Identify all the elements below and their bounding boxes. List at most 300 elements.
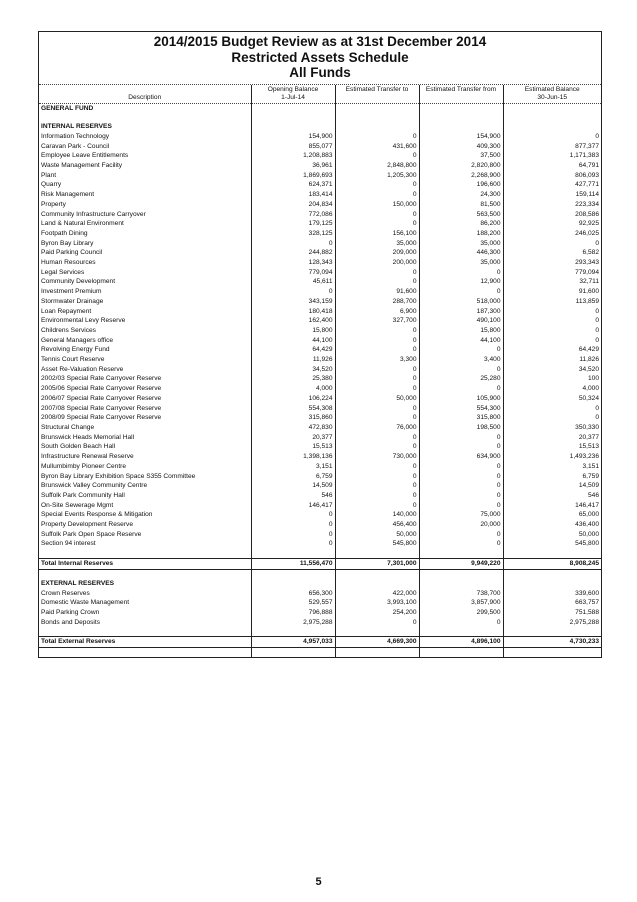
opening-balance-cell: 855,077 bbox=[251, 142, 335, 152]
transfer-to-cell: 0 bbox=[335, 365, 419, 375]
description-cell: Environmental Levy Reserve bbox=[41, 317, 126, 325]
opening-balance-cell: 0 bbox=[251, 287, 335, 297]
transfer-to-cell: 7,301,000 bbox=[335, 559, 419, 570]
description-cell: Bonds and Deposits bbox=[41, 618, 101, 626]
estimated-balance-cell: 751,588 bbox=[503, 608, 601, 618]
transfer-from-cell: 0 bbox=[419, 530, 503, 540]
opening-balance-cell: 45,611 bbox=[251, 277, 335, 287]
transfer-from-cell: 0 bbox=[419, 539, 503, 549]
estimated-balance-cell: 159,114 bbox=[503, 190, 601, 200]
transfer-to-cell: 456,400 bbox=[335, 520, 419, 530]
transfer-from-cell: 2,820,800 bbox=[419, 161, 503, 171]
title-line-1: 2014/2015 Budget Review as at 31st December 2014 bbox=[153, 34, 487, 49]
transfer-to-cell: 422,000 bbox=[335, 589, 419, 599]
transfer-to-cell: 0 bbox=[335, 481, 419, 491]
table-row bbox=[39, 307, 601, 317]
description-cell: Investment Premium bbox=[41, 288, 102, 296]
opening-balance-cell: 44,100 bbox=[251, 336, 335, 346]
estimated-balance-cell: 32,711 bbox=[503, 277, 601, 287]
transfer-from-cell: 20,000 bbox=[419, 520, 503, 530]
description-cell: 2006/07 Special Rate Carryover Reserve bbox=[41, 394, 162, 402]
table-row bbox=[39, 539, 601, 549]
transfer-from-cell: 15,800 bbox=[419, 326, 503, 336]
transfer-to-cell: 0 bbox=[335, 462, 419, 472]
total-external-row bbox=[39, 637, 601, 648]
transfer-to-cell: 200,000 bbox=[335, 258, 419, 268]
table-row bbox=[39, 297, 601, 307]
estimated-balance-cell: 0 bbox=[503, 413, 601, 423]
description-cell: Waste Management Facility bbox=[41, 162, 123, 170]
transfer-from-cell: 0 bbox=[419, 345, 503, 355]
transfer-to-cell: 0 bbox=[335, 442, 419, 452]
table-row bbox=[39, 598, 601, 608]
transfer-from-cell: 315,800 bbox=[419, 413, 503, 423]
transfer-from-cell: 86,200 bbox=[419, 219, 503, 229]
estimated-balance-cell: 663,757 bbox=[503, 598, 601, 608]
opening-balance-cell: 796,888 bbox=[251, 608, 335, 618]
transfer-from-cell: 738,700 bbox=[419, 589, 503, 599]
opening-balance-cell: 656,300 bbox=[251, 589, 335, 599]
description-cell: Section 94 interest bbox=[41, 540, 96, 548]
transfer-from-cell: 0 bbox=[419, 433, 503, 443]
description-cell: Asset Re-Valuation Reserve bbox=[41, 365, 124, 373]
description-cell: Suffolk Park Community Hall bbox=[41, 491, 125, 499]
estimated-balance-cell: 14,509 bbox=[503, 481, 601, 491]
opening-balance-cell: 0 bbox=[251, 520, 335, 530]
transfer-from-cell: 2,268,900 bbox=[419, 171, 503, 181]
opening-balance-cell: 14,509 bbox=[251, 481, 335, 491]
transfer-from-cell: 554,300 bbox=[419, 404, 503, 414]
transfer-from-cell: 0 bbox=[419, 268, 503, 278]
transfer-from-cell: 188,200 bbox=[419, 229, 503, 239]
transfer-to-cell: 0 bbox=[335, 180, 419, 190]
estimated-balance-cell: 0 bbox=[503, 132, 601, 142]
description-cell: Property bbox=[41, 200, 66, 208]
spacer-row bbox=[39, 549, 601, 559]
transfer-to-cell: 0 bbox=[335, 336, 419, 346]
description-cell: Byron Bay Library bbox=[41, 239, 94, 247]
table-row bbox=[39, 171, 601, 181]
opening-balance-cell: 154,900 bbox=[251, 132, 335, 142]
estimated-balance-cell: 4,000 bbox=[503, 384, 601, 394]
col-header-transfer-to: Estimated Transfer to bbox=[335, 85, 419, 104]
table-row bbox=[39, 374, 601, 384]
opening-balance-cell: 1,869,693 bbox=[251, 171, 335, 181]
table-row bbox=[39, 210, 601, 220]
estimated-balance-cell: 34,520 bbox=[503, 365, 601, 375]
table-row bbox=[39, 423, 601, 433]
estimated-balance-cell: 1,171,383 bbox=[503, 151, 601, 161]
description-cell: Mullumbimby Pioneer Centre bbox=[41, 462, 127, 470]
estimated-balance-cell: 877,377 bbox=[503, 142, 601, 152]
transfer-from-cell: 0 bbox=[419, 365, 503, 375]
transfer-to-cell: 1,205,300 bbox=[335, 171, 419, 181]
estimated-balance-cell: 427,771 bbox=[503, 180, 601, 190]
transfer-to-cell: 327,700 bbox=[335, 316, 419, 326]
transfer-to-cell: 0 bbox=[335, 413, 419, 423]
description-cell: General Managers office bbox=[41, 336, 114, 344]
estimated-balance-cell: 0 bbox=[503, 307, 601, 317]
description-cell: Paid Parking Council bbox=[41, 249, 103, 257]
transfer-to-cell: 0 bbox=[335, 210, 419, 220]
transfer-to-cell: 0 bbox=[335, 491, 419, 501]
opening-balance-cell: 328,125 bbox=[251, 229, 335, 239]
table-row bbox=[39, 190, 601, 200]
opening-balance-cell: 3,151 bbox=[251, 462, 335, 472]
transfer-to-cell: 730,000 bbox=[335, 452, 419, 462]
description-cell: Human Resources bbox=[41, 259, 96, 267]
description-cell: On-Site Sewerage Mgmt bbox=[41, 501, 114, 509]
reserves-table bbox=[39, 85, 601, 658]
opening-balance-cell: 179,125 bbox=[251, 219, 335, 229]
estimated-balance-cell: 350,330 bbox=[503, 423, 601, 433]
table-row bbox=[39, 608, 601, 618]
opening-balance-cell: 204,834 bbox=[251, 200, 335, 210]
col-header-estimated: Estimated Balance 30-Jun-15 bbox=[503, 85, 601, 104]
transfer-from-cell: 198,500 bbox=[419, 423, 503, 433]
opening-balance-cell: 180,418 bbox=[251, 307, 335, 317]
transfer-from-cell: 490,100 bbox=[419, 316, 503, 326]
table-row bbox=[39, 530, 601, 540]
transfer-to-cell: 50,000 bbox=[335, 394, 419, 404]
opening-balance-cell: 64,429 bbox=[251, 345, 335, 355]
title-line-3: All Funds bbox=[289, 65, 351, 80]
estimated-balance-cell: 6,759 bbox=[503, 472, 601, 482]
table-row bbox=[39, 239, 601, 249]
estimated-balance-cell: 20,377 bbox=[503, 433, 601, 443]
transfer-from-cell: 0 bbox=[419, 462, 503, 472]
opening-balance-cell: 146,417 bbox=[251, 501, 335, 511]
table-row bbox=[39, 394, 601, 404]
table-row bbox=[39, 520, 601, 530]
table-row bbox=[39, 151, 601, 161]
description-cell: 2008/09 Special Rate Carryover Reserve bbox=[41, 414, 162, 422]
transfer-to-cell: 0 bbox=[335, 472, 419, 482]
transfer-from-cell: 105,900 bbox=[419, 394, 503, 404]
opening-balance-cell: 11,556,470 bbox=[251, 559, 335, 570]
estimated-balance-cell: 65,000 bbox=[503, 510, 601, 520]
table-row bbox=[39, 501, 601, 511]
opening-balance-cell: 36,961 bbox=[251, 161, 335, 171]
table-row bbox=[39, 472, 601, 482]
transfer-from-cell: 44,100 bbox=[419, 336, 503, 346]
description-cell: South Golden Beach Hall bbox=[41, 443, 116, 451]
transfer-to-cell: 0 bbox=[335, 277, 419, 287]
description-cell: Community Development bbox=[41, 278, 116, 286]
total-internal-row bbox=[39, 559, 601, 570]
estimated-balance-cell: 2,975,288 bbox=[503, 618, 601, 628]
table-row bbox=[39, 618, 601, 628]
estimated-balance-cell: 91,600 bbox=[503, 287, 601, 297]
table-row bbox=[39, 481, 601, 491]
transfer-from-cell: 81,500 bbox=[419, 200, 503, 210]
col-header-transfer-from: Estimated Transfer from bbox=[419, 85, 503, 104]
transfer-to-cell: 0 bbox=[335, 433, 419, 443]
opening-balance-cell: 34,520 bbox=[251, 365, 335, 375]
description-cell: Caravan Park - Council bbox=[41, 142, 110, 150]
description-cell: Risk Management bbox=[41, 191, 95, 199]
table-row bbox=[39, 248, 601, 258]
description-cell: Legal Services bbox=[41, 268, 85, 276]
transfer-to-cell: 0 bbox=[335, 618, 419, 628]
table-row bbox=[39, 258, 601, 268]
description-cell: Tennis Court Reserve bbox=[41, 356, 105, 364]
estimated-balance-cell: 92,925 bbox=[503, 219, 601, 229]
table-row bbox=[39, 433, 601, 443]
transfer-to-cell: 0 bbox=[335, 219, 419, 229]
description-cell: Crown Reserves bbox=[41, 589, 90, 597]
description-cell: Paid Parking Crown bbox=[41, 608, 100, 616]
spacer-row bbox=[39, 648, 601, 658]
description-cell: Revolving Energy Fund bbox=[41, 346, 110, 354]
estimated-balance-cell: 8,908,245 bbox=[503, 559, 601, 570]
estimated-balance-cell: 0 bbox=[503, 336, 601, 346]
table-row bbox=[39, 326, 601, 336]
transfer-to-cell: 91,600 bbox=[335, 287, 419, 297]
transfer-from-cell: 0 bbox=[419, 501, 503, 511]
opening-balance-cell: 472,830 bbox=[251, 423, 335, 433]
estimated-balance-cell: 50,324 bbox=[503, 394, 601, 404]
opening-balance-cell: 6,759 bbox=[251, 472, 335, 482]
transfer-to-cell: 2,848,800 bbox=[335, 161, 419, 171]
opening-balance-cell: 779,094 bbox=[251, 268, 335, 278]
estimated-balance-cell: 0 bbox=[503, 326, 601, 336]
table-row bbox=[39, 365, 601, 375]
opening-balance-cell: 244,882 bbox=[251, 248, 335, 258]
description-cell: 2005/06 Special Rate Carryover Reserve bbox=[41, 385, 162, 393]
estimated-balance-cell: 100 bbox=[503, 374, 601, 384]
page-number: 5 bbox=[315, 876, 322, 888]
transfer-to-cell: 6,900 bbox=[335, 307, 419, 317]
description-cell: Footpath Dining bbox=[41, 229, 88, 237]
description-cell: 2002/03 Special Rate Carryover Reserve bbox=[41, 375, 162, 383]
transfer-from-cell: 299,500 bbox=[419, 608, 503, 618]
transfer-from-cell: 3,857,900 bbox=[419, 598, 503, 608]
transfer-from-cell: 24,300 bbox=[419, 190, 503, 200]
opening-balance-cell: 0 bbox=[251, 530, 335, 540]
opening-balance-cell: 106,224 bbox=[251, 394, 335, 404]
estimated-balance-cell: 4,730,233 bbox=[503, 637, 601, 648]
general-fund-heading: GENERAL FUND bbox=[41, 104, 94, 112]
estimated-balance-cell: 0 bbox=[503, 316, 601, 326]
description-cell: Brunswick Heads Memorial Hall bbox=[41, 433, 135, 441]
opening-balance-cell: 772,086 bbox=[251, 210, 335, 220]
opening-balance-cell: 315,860 bbox=[251, 413, 335, 423]
estimated-balance-cell: 436,400 bbox=[503, 520, 601, 530]
transfer-to-cell: 156,100 bbox=[335, 229, 419, 239]
description-cell: Total Internal Reserves bbox=[39, 559, 251, 570]
table-row bbox=[39, 287, 601, 297]
transfer-to-cell: 35,000 bbox=[335, 239, 419, 249]
opening-balance-cell: 128,343 bbox=[251, 258, 335, 268]
transfer-to-cell: 545,800 bbox=[335, 539, 419, 549]
opening-balance-cell: 4,000 bbox=[251, 384, 335, 394]
estimated-balance-cell: 64,429 bbox=[503, 345, 601, 355]
table-row bbox=[39, 180, 601, 190]
estimated-balance-cell: 0 bbox=[503, 239, 601, 249]
table-row bbox=[39, 219, 601, 229]
transfer-from-cell: 9,949,220 bbox=[419, 559, 503, 570]
estimated-balance-cell: 50,000 bbox=[503, 530, 601, 540]
description-cell: Childrens Services bbox=[41, 326, 96, 334]
opening-balance-cell: 554,308 bbox=[251, 404, 335, 414]
opening-balance-cell: 162,400 bbox=[251, 316, 335, 326]
table-row bbox=[39, 316, 601, 326]
table-row bbox=[39, 336, 601, 346]
spacer-row bbox=[39, 569, 601, 579]
estimated-balance-cell: 113,859 bbox=[503, 297, 601, 307]
opening-balance-cell: 0 bbox=[251, 510, 335, 520]
transfer-from-cell: 0 bbox=[419, 472, 503, 482]
transfer-to-cell: 0 bbox=[335, 132, 419, 142]
description-cell: Brunswick Valley Community Centre bbox=[41, 482, 148, 490]
opening-balance-cell: 25,380 bbox=[251, 374, 335, 384]
estimated-balance-cell: 64,791 bbox=[503, 161, 601, 171]
estimated-balance-cell: 546 bbox=[503, 491, 601, 501]
table-row bbox=[39, 268, 601, 278]
opening-balance-cell: 183,414 bbox=[251, 190, 335, 200]
table-row bbox=[39, 491, 601, 501]
transfer-from-cell: 75,000 bbox=[419, 510, 503, 520]
opening-balance-cell: 20,377 bbox=[251, 433, 335, 443]
opening-balance-cell: 4,957,033 bbox=[251, 637, 335, 648]
table-row bbox=[39, 413, 601, 423]
opening-balance-cell: 15,513 bbox=[251, 442, 335, 452]
estimated-balance-cell: 3,151 bbox=[503, 462, 601, 472]
transfer-from-cell: 196,600 bbox=[419, 180, 503, 190]
estimated-balance-cell: 293,343 bbox=[503, 258, 601, 268]
opening-balance-cell: 0 bbox=[251, 239, 335, 249]
transfer-from-cell: 35,000 bbox=[419, 239, 503, 249]
section-heading: EXTERNAL RESERVES bbox=[41, 579, 115, 587]
transfer-from-cell: 518,000 bbox=[419, 297, 503, 307]
opening-balance-cell: 1,398,136 bbox=[251, 452, 335, 462]
estimated-balance-cell: 246,025 bbox=[503, 229, 601, 239]
col-header-opening: Opening Balance 1-Jul-14 bbox=[251, 85, 335, 104]
transfer-from-cell: 0 bbox=[419, 481, 503, 491]
budget-sheet bbox=[38, 31, 602, 658]
transfer-from-cell: 12,900 bbox=[419, 277, 503, 287]
description-cell: Quarry bbox=[41, 181, 62, 189]
transfer-to-cell: 0 bbox=[335, 404, 419, 414]
transfer-to-cell: 0 bbox=[335, 326, 419, 336]
table-row bbox=[39, 510, 601, 520]
description-cell: Suffolk Park Open Space Reserve bbox=[41, 530, 142, 538]
transfer-from-cell: 4,896,100 bbox=[419, 637, 503, 648]
description-cell: Property Development Reserve bbox=[41, 521, 133, 529]
estimated-balance-cell: 806,093 bbox=[503, 171, 601, 181]
transfer-to-cell: 76,000 bbox=[335, 423, 419, 433]
internal-reserves-heading: INTERNAL RESERVES bbox=[41, 123, 112, 131]
transfer-from-cell: 154,900 bbox=[419, 132, 503, 142]
opening-balance-cell: 624,371 bbox=[251, 180, 335, 190]
opening-balance-cell: 343,159 bbox=[251, 297, 335, 307]
description-cell: Domestic Waste Management bbox=[41, 599, 130, 607]
table-row bbox=[39, 462, 601, 472]
transfer-to-cell: 3,300 bbox=[335, 355, 419, 365]
description-cell: Information Technology bbox=[41, 132, 110, 140]
description-cell: Loan Repayment bbox=[41, 307, 92, 315]
table-row bbox=[39, 404, 601, 414]
transfer-from-cell: 37,500 bbox=[419, 151, 503, 161]
estimated-balance-cell: 223,334 bbox=[503, 200, 601, 210]
transfer-from-cell: 0 bbox=[419, 442, 503, 452]
estimated-balance-cell: 545,800 bbox=[503, 539, 601, 549]
transfer-to-cell: 140,000 bbox=[335, 510, 419, 520]
estimated-balance-cell: 146,417 bbox=[503, 501, 601, 511]
table-row bbox=[39, 132, 601, 142]
opening-balance-cell: 1,208,883 bbox=[251, 151, 335, 161]
transfer-to-cell: 254,200 bbox=[335, 608, 419, 618]
estimated-balance-cell: 1,493,236 bbox=[503, 452, 601, 462]
table-row bbox=[39, 589, 601, 599]
table-row bbox=[39, 442, 601, 452]
table-row bbox=[39, 355, 601, 365]
estimated-balance-cell: 779,094 bbox=[503, 268, 601, 278]
transfer-from-cell: 0 bbox=[419, 491, 503, 501]
estimated-balance-cell: 339,600 bbox=[503, 589, 601, 599]
table-row bbox=[39, 384, 601, 394]
table-row bbox=[39, 229, 601, 239]
description-cell: Infrastructure Renewal Reserve bbox=[41, 453, 134, 461]
estimated-balance-cell: 208,586 bbox=[503, 210, 601, 220]
table-row bbox=[39, 345, 601, 355]
transfer-from-cell: 187,300 bbox=[419, 307, 503, 317]
title-block bbox=[39, 32, 601, 85]
transfer-to-cell: 0 bbox=[335, 268, 419, 278]
transfer-from-cell: 0 bbox=[419, 618, 503, 628]
transfer-to-cell: 0 bbox=[335, 384, 419, 394]
transfer-to-cell: 288,700 bbox=[335, 297, 419, 307]
external-reserves-heading bbox=[39, 579, 601, 589]
table-row bbox=[39, 142, 601, 152]
description-cell: Byron Bay Library Exhibition Space S355 Committee bbox=[41, 472, 196, 480]
transfer-to-cell: 0 bbox=[335, 501, 419, 511]
estimated-balance-cell: 0 bbox=[503, 404, 601, 414]
transfer-from-cell: 409,300 bbox=[419, 142, 503, 152]
estimated-balance-cell: 11,826 bbox=[503, 355, 601, 365]
transfer-to-cell: 0 bbox=[335, 374, 419, 384]
transfer-from-cell: 446,300 bbox=[419, 248, 503, 258]
opening-balance-cell: 546 bbox=[251, 491, 335, 501]
description-cell: Special Events Response & Mitigation bbox=[41, 511, 153, 519]
transfer-to-cell: 50,000 bbox=[335, 530, 419, 540]
opening-balance-cell: 0 bbox=[251, 539, 335, 549]
title-line-2: Restricted Assets Schedule bbox=[231, 49, 409, 65]
description-cell: Employee Leave Entitlements bbox=[41, 152, 129, 160]
col-header-description: Description bbox=[39, 85, 251, 104]
description-cell: 2007/08 Special Rate Carryover Reserve bbox=[41, 404, 162, 412]
transfer-to-cell: 3,993,100 bbox=[335, 598, 419, 608]
spacer-row bbox=[39, 627, 601, 637]
transfer-from-cell: 0 bbox=[419, 384, 503, 394]
table-row bbox=[39, 161, 601, 171]
transfer-to-cell: 150,000 bbox=[335, 200, 419, 210]
description-cell: Land & Natural Environment bbox=[41, 220, 124, 228]
opening-balance-cell: 529,557 bbox=[251, 598, 335, 608]
description-cell: Total External Reserves bbox=[39, 637, 251, 648]
transfer-from-cell: 3,400 bbox=[419, 355, 503, 365]
transfer-to-cell: 209,000 bbox=[335, 248, 419, 258]
transfer-from-cell: 0 bbox=[419, 287, 503, 297]
description-cell: Plant bbox=[41, 171, 57, 179]
description-cell: Structural Change bbox=[41, 424, 95, 431]
transfer-to-cell: 0 bbox=[335, 151, 419, 161]
table-row bbox=[39, 452, 601, 462]
transfer-from-cell: 563,500 bbox=[419, 210, 503, 220]
estimated-balance-cell: 6,582 bbox=[503, 248, 601, 258]
opening-balance-cell: 2,975,288 bbox=[251, 618, 335, 628]
